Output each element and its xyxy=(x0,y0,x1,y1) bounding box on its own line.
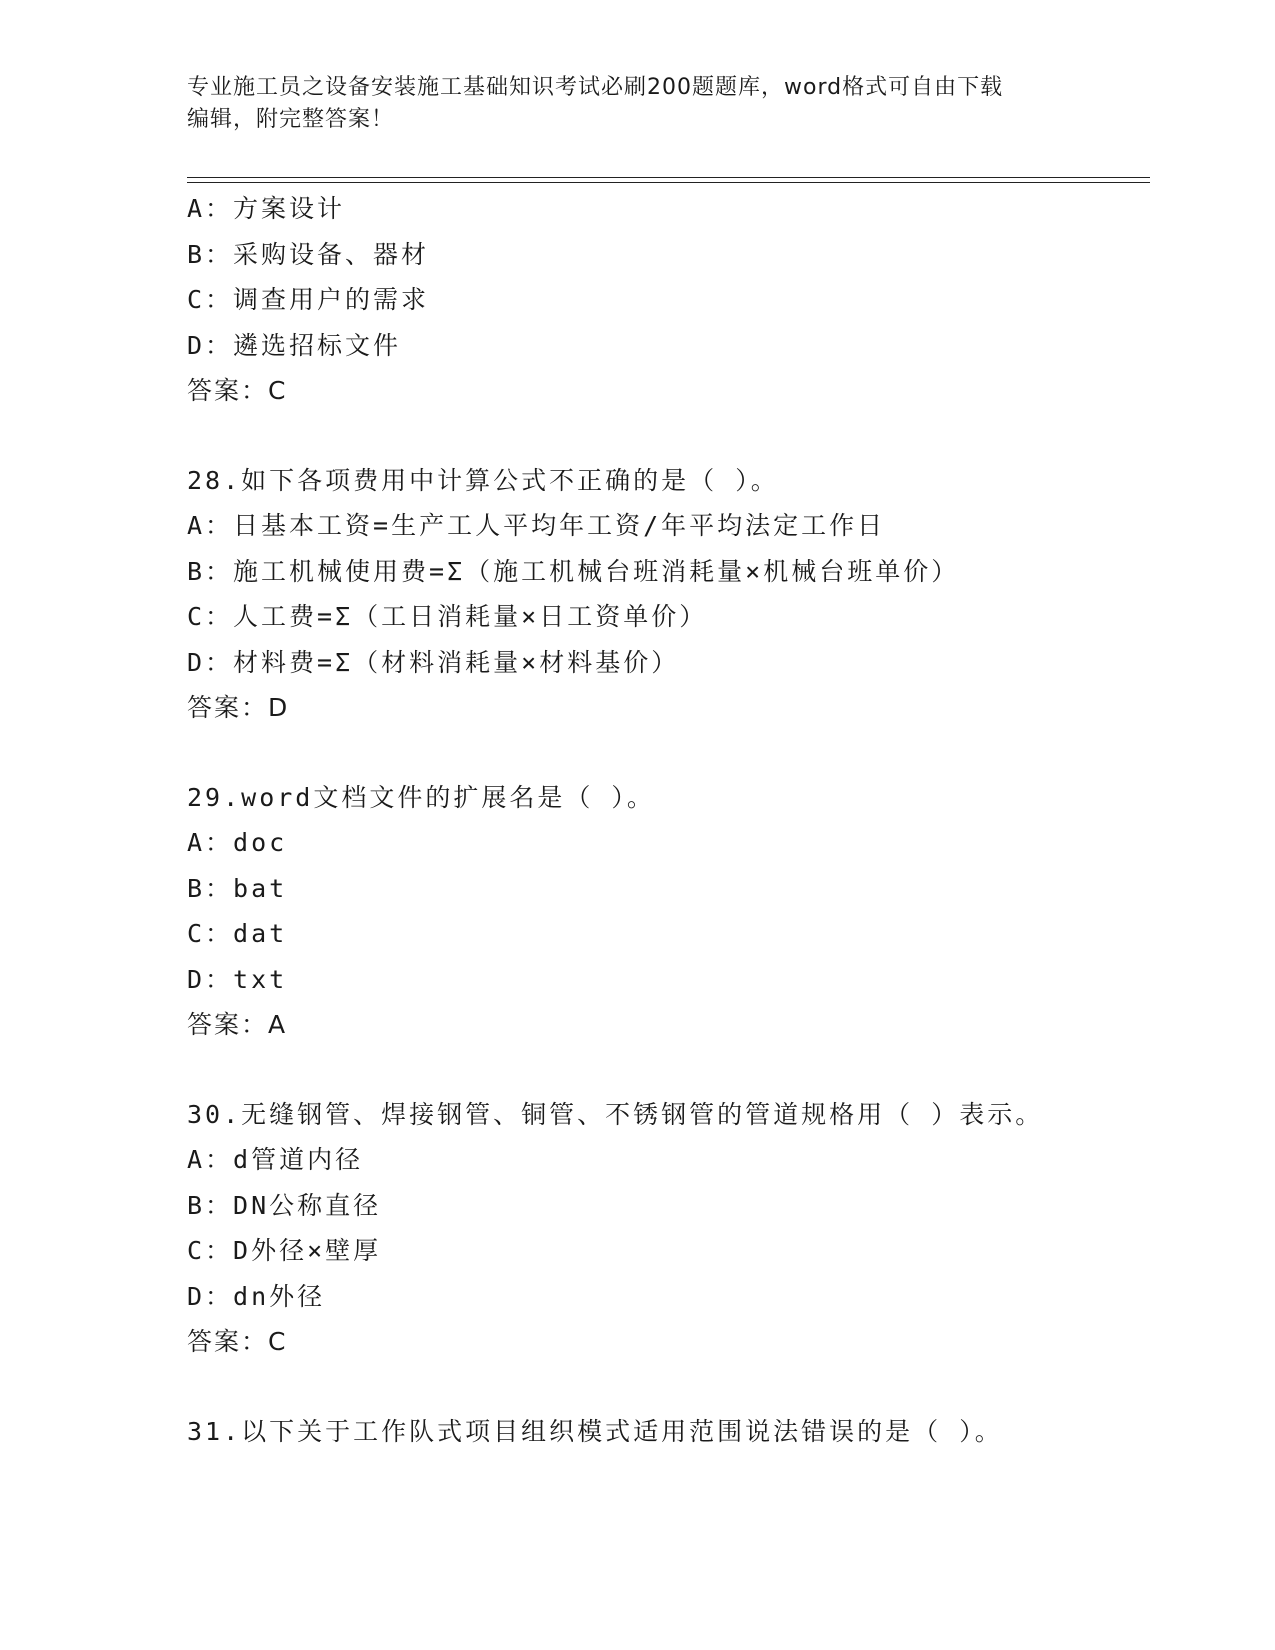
question-text: 30.无缝钢管、焊接钢管、铜管、不锈钢管的管道规格用（ ）表示。 xyxy=(187,1099,1044,1129)
block-spacer xyxy=(187,731,1167,775)
question-block xyxy=(187,458,1167,731)
option-c: C：D外径×壁厚 xyxy=(187,1236,382,1265)
question-text: 28.如下各项费用中计算公式不正确的是（ ）。 xyxy=(187,465,779,495)
header-rule-bottom xyxy=(187,182,1150,183)
option-c: C：dat xyxy=(187,919,288,948)
question-text: 29.word文档文件的扩展名是（ ）。 xyxy=(187,782,655,812)
option-b: B：bat xyxy=(187,873,288,903)
option-d: D：材料费=Σ（材料消耗量×材料基价） xyxy=(187,647,680,677)
question-block xyxy=(187,1092,1167,1365)
answer-line: 答案：C xyxy=(187,1327,288,1356)
option-b: B：采购设备、器材 xyxy=(187,239,430,269)
question-block xyxy=(187,1409,1167,1455)
block-spacer xyxy=(187,1365,1167,1409)
option-c: C：调查用户的需求 xyxy=(187,285,430,314)
block-spacer xyxy=(187,1048,1167,1092)
option-c: C：人工费=Σ（工日消耗量×日工资单价） xyxy=(187,602,708,631)
answer-line: 答案：C xyxy=(187,376,288,405)
question-text: 31.以下关于工作队式项目组织模式适用范围说法错误的是（ ）。 xyxy=(187,1416,1003,1446)
question-block xyxy=(187,775,1167,1048)
option-b: B：施工机械使用费=Σ（施工机械台班消耗量×机械台班单价） xyxy=(187,556,960,586)
option-d: D：遴选招标文件 xyxy=(187,330,402,360)
option-a: A：doc xyxy=(187,828,288,857)
option-a: A：日基本工资=生产工人平均年工资/年平均法定工作日 xyxy=(187,511,886,540)
header-rule-top xyxy=(187,177,1150,178)
question-list xyxy=(187,186,1167,1454)
option-b: B：DN公称直径 xyxy=(187,1190,382,1220)
answer-line: 答案：D xyxy=(187,693,290,722)
block-spacer xyxy=(187,414,1167,458)
option-d: D：txt xyxy=(187,964,288,994)
question-block xyxy=(187,186,1167,414)
option-a: A：d管道内径 xyxy=(187,1145,364,1174)
answer-line: 答案：A xyxy=(187,1010,288,1039)
header-line-1: 专业施工员之设备安装施工基础知识考试必刷200题题库，word格式可自由下载 xyxy=(187,75,1004,100)
option-a: A：方案设计 xyxy=(187,194,346,223)
page-header xyxy=(187,72,1067,136)
header-line-2: 编辑，附完整答案！ xyxy=(187,107,395,132)
option-d: D：dn外径 xyxy=(187,1281,326,1311)
